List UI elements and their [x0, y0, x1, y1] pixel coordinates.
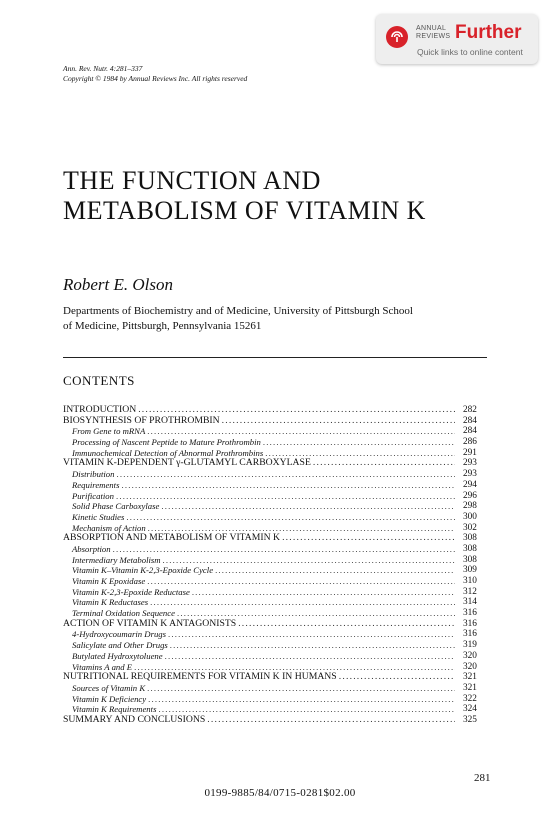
page-number: 281 [474, 772, 491, 784]
toc-entry-title: Solid Phase Carboxylase [72, 501, 160, 512]
toc-entry-title: Mechanism of Action [72, 522, 146, 533]
toc-entry[interactable] [63, 544, 487, 555]
toc-entry[interactable] [63, 480, 487, 491]
toc-entry[interactable] [63, 694, 487, 705]
toc-entry-title: Distribution [72, 469, 115, 480]
toc-entry-page: 319 [463, 640, 477, 651]
toc-entry-title: Purification [72, 490, 114, 501]
toc-entry-title: NUTRITIONAL REQUIREMENTS FOR VITAMIN K IN HUMANS [63, 672, 337, 683]
toc-entry-page: 284 [463, 415, 477, 426]
toc-entry-title: Requirements [72, 479, 120, 490]
toc-entry-page: 322 [463, 693, 477, 704]
toc-entry-title: BIOSYNTHESIS OF PROTHROMBIN [63, 415, 220, 426]
toc-entry[interactable] [63, 597, 487, 608]
badge-brand-text [416, 25, 450, 41]
toc-entry-title: Sources of Vitamin K [72, 682, 146, 693]
toc-dot-leader [147, 426, 455, 437]
toc-entry[interactable] [63, 565, 487, 576]
toc-entry-page: 316 [463, 629, 477, 640]
toc-entry[interactable] [63, 523, 487, 534]
toc-dot-leader [222, 416, 455, 427]
toc-entry[interactable] [63, 458, 487, 469]
toc-entry-title: ABSORPTION AND METABOLISM OF VITAMIN K [63, 533, 281, 544]
toc-entry-title: Vitamins A and E [72, 661, 133, 672]
toc-dot-leader [263, 437, 455, 448]
toc-dot-leader [113, 544, 455, 555]
toc-entry[interactable] [63, 491, 487, 502]
toc-entry[interactable] [63, 587, 487, 598]
toc-dot-leader [168, 629, 455, 640]
citation-line-2: Copyright © 1984 by Annual Reviews Inc. All rights reserved [63, 74, 248, 83]
toc-entry[interactable] [63, 608, 487, 619]
toc-dot-leader [339, 672, 455, 683]
toc-entry-page: 324 [463, 704, 477, 715]
toc-entry-page: 312 [463, 586, 477, 597]
toc-dot-leader [150, 597, 455, 608]
toc-dot-leader [177, 608, 455, 619]
article-code: 0199-9885/84/0715-0281$02.00 [204, 787, 356, 799]
title-line-1: THE FUNCTION AND [63, 166, 321, 195]
toc-dot-leader [282, 533, 455, 544]
toc-entry-page: 282 [463, 405, 477, 415]
title-line-2: METABOLISM OF VITAMIN K [63, 196, 426, 225]
toc-entry[interactable] [63, 416, 487, 427]
badge-brand-line1: ANNUAL [416, 25, 447, 32]
author-name: Robert E. Olson [63, 275, 174, 294]
toc-entry[interactable] [63, 576, 487, 587]
toc-entry-page: 316 [463, 608, 477, 619]
toc-entry[interactable] [63, 533, 487, 544]
toc-entry-title: Vitamin K-2,3-Epoxide Reductase [72, 586, 190, 597]
section-divider [63, 357, 487, 358]
toc-dot-leader [116, 491, 455, 502]
toc-entry-page: 310 [463, 576, 477, 586]
toc-entry-page: 320 [463, 661, 477, 672]
toc-entry-title: Butylated Hydroxytoluene [72, 650, 163, 661]
toc-entry-page: 308 [463, 543, 477, 554]
toc-dot-leader [138, 405, 455, 416]
toc-dot-leader [148, 523, 455, 534]
toc-entry[interactable] [63, 501, 487, 512]
toc-dot-leader [238, 619, 455, 630]
badge-tagline: Quick links to online content [417, 47, 523, 57]
badge-further-word: Further [455, 22, 522, 43]
toc-entry-page: 284 [463, 426, 477, 437]
toc-entry-title: Terminal Oxidation Sequence [72, 608, 175, 619]
toc-entry-title: Processing of Nascent Peptide to Mature Prothrombin [72, 437, 261, 448]
toc-dot-leader [163, 555, 455, 566]
toc-dot-leader [313, 458, 455, 469]
toc-entry-title: Kinetic Studies [72, 511, 125, 522]
toc-dot-leader [148, 694, 455, 705]
author-affiliation [63, 304, 503, 334]
toc-dot-leader [126, 512, 455, 523]
toc-entry-title: Vitamin K Reductases [72, 597, 149, 608]
affiliation-line-1: Departments of Biochemistry and of Medicine, University of Pittsburgh School [63, 305, 413, 317]
toc-entry-page: 298 [463, 501, 477, 512]
toc-entry[interactable] [63, 651, 487, 662]
article-title [63, 166, 426, 226]
toc-entry-page: 308 [463, 533, 477, 544]
toc-dot-leader [207, 715, 455, 726]
toc-entry-title: Vitamin K Epoxidase [72, 576, 146, 586]
annual-reviews-logo-icon [386, 26, 408, 48]
toc-dot-leader [134, 662, 455, 673]
toc-entry[interactable] [63, 448, 487, 459]
toc-dot-leader [265, 448, 455, 459]
toc-dot-leader [158, 704, 455, 715]
toc-dot-leader [121, 480, 455, 491]
contents-heading: CONTENTS [63, 373, 135, 388]
toc-entry-title: INTRODUCTION [63, 405, 137, 415]
toc-dot-leader [147, 683, 455, 694]
toc-entry[interactable] [63, 512, 487, 523]
toc-entry[interactable] [63, 640, 487, 651]
toc-entry-title: VITAMIN K-DEPENDENT γ-GLUTAMYL CARBOXYLASE [63, 458, 311, 469]
toc-entry[interactable] [63, 437, 487, 448]
toc-entry[interactable] [63, 405, 487, 416]
toc-entry[interactable] [63, 704, 487, 715]
toc-entry-title: Intermediary Metabolism [72, 554, 161, 565]
journal-citation [63, 64, 247, 84]
toc-dot-leader [116, 469, 455, 480]
toc-entry-page: 302 [463, 522, 477, 533]
toc-entry[interactable] [63, 662, 487, 673]
citation-line-1: Ann. Rev. Nutr. 4:281–337 [63, 64, 143, 73]
table-of-contents [63, 405, 487, 726]
toc-entry[interactable] [63, 469, 487, 480]
toc-entry-title: SUMMARY AND CONCLUSIONS [63, 714, 206, 725]
toc-entry-page: 296 [463, 490, 477, 501]
toc-entry[interactable] [63, 426, 487, 437]
toc-dot-leader [215, 565, 455, 576]
toc-entry[interactable] [63, 672, 487, 683]
toc-dot-leader [165, 651, 455, 662]
toc-entry-page: 325 [463, 714, 477, 725]
toc-entry[interactable] [63, 683, 487, 694]
toc-entry[interactable] [63, 555, 487, 566]
toc-entry-page: 300 [463, 511, 477, 522]
toc-entry-page: 293 [463, 469, 477, 480]
toc-entry[interactable] [63, 619, 487, 630]
toc-entry-page: 286 [463, 437, 477, 448]
annual-reviews-further-badge[interactable] [376, 14, 538, 64]
toc-entry[interactable] [63, 715, 487, 726]
toc-entry-page: 320 [463, 650, 477, 661]
toc-entry-page: 314 [463, 597, 477, 608]
toc-dot-leader [161, 501, 455, 512]
toc-entry-page: 321 [463, 682, 477, 693]
toc-dot-leader [192, 587, 455, 598]
toc-entry-title: Absorption [72, 543, 111, 554]
toc-entry-page: 316 [463, 618, 477, 629]
toc-entry-page: 291 [463, 447, 477, 458]
toc-entry-title: Vitamin K Deficiency [72, 693, 147, 704]
toc-entry-title: Vitamin K–Vitamin K-2,3-Epoxide Cycle [72, 565, 214, 576]
affiliation-line-2: of Medicine, Pittsburgh, Pennsylvania 15261 [63, 320, 262, 332]
toc-entry-title: From Gene to mRNA [72, 426, 146, 437]
toc-entry-title: Vitamin K Requirements [72, 704, 157, 715]
toc-entry-title: 4-Hydroxycoumarin Drugs [72, 629, 167, 640]
toc-entry[interactable] [63, 629, 487, 640]
toc-entry-title: Immunochemical Detection of Abnormal Prothrombins [72, 447, 264, 458]
toc-entry-page: 308 [463, 554, 477, 565]
toc-entry-title: Salicylate and Other Drugs [72, 640, 168, 651]
toc-entry-page: 321 [463, 672, 477, 683]
toc-entry-page: 293 [463, 458, 477, 469]
toc-dot-leader [170, 640, 455, 651]
toc-entry-page: 294 [463, 479, 477, 490]
toc-entry-title: ACTION OF VITAMIN K ANTAGONISTS [63, 618, 237, 629]
badge-brand-line2: REVIEWS [416, 33, 451, 40]
toc-dot-leader [147, 576, 455, 587]
toc-entry-page: 309 [463, 565, 477, 576]
